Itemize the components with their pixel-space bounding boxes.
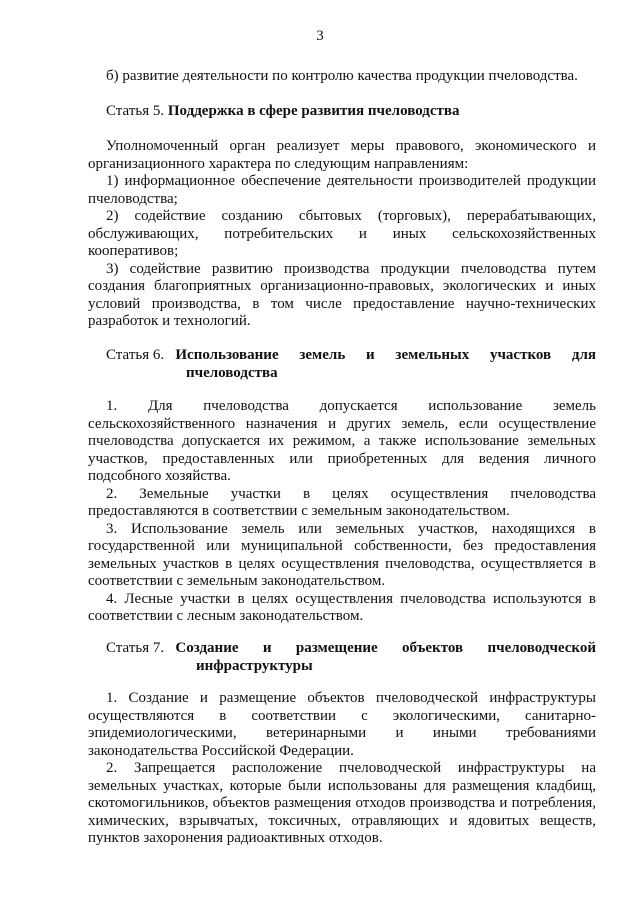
article-5-paragraph: 3) содействие развитию производства продукции пчеловодства путем создания благоприятных организационно-правовых, экологических и иных условий производства, в том числе предоставление научно-технических разработок и технологий. — [88, 260, 596, 329]
page-number: 3 — [316, 28, 324, 44]
article-6-heading — [106, 347, 596, 382]
article-7-heading — [106, 640, 596, 675]
article-7-paragraph: 2. Запрещается расположение пчеловодческой инфраструктуры на земельных участках, которые были использованы для размещения кладбищ, скотомогильников, объектов размещения отходов производства и потребления, химических, взрывчатых, токсичных, отравляющих и ядовитых веществ, пунктов захоронения радиоактивных отходов. — [88, 760, 596, 846]
intro-item-text: б) развитие деятельности по контролю качества продукции пчеловодства. — [106, 68, 578, 84]
article-5-paragraph: 2) содействие созданию сбытовых (торговых), перерабатывающих, обслуживающих, потребительских и иных сельскохозяйственных кооперативов; — [88, 208, 596, 259]
article-6-title-continued: пчеловодства — [186, 364, 278, 381]
article-7-title-continued: инфраструктуры — [196, 657, 313, 674]
article-6-paragraph: 3. Использование земель или земельных участков, находящихся в государственной или муниципальной собственности, без предоставления земельных участков в целях осуществления пчеловодства, осуществляется в соответствии с земельным законодательством. — [88, 520, 596, 589]
article-6-paragraph: 4. Лесные участки в целях осуществления пчеловодства используются в соответствии с лесным законодательством. — [88, 590, 596, 624]
article-6-label: Статья 6. — [106, 347, 165, 363]
article-5-heading — [106, 103, 596, 121]
article-5-body — [88, 138, 596, 331]
article-7-paragraph: 1. Создание и размещение объектов пчеловодческой инфраструктуры осуществляются в соответствии с экологическими, санитарно-эпидемиологическими, ветеринарными и иными требованиями законодательства Российской Федерации. — [88, 690, 596, 759]
article-7-label: Статья 7. — [106, 640, 165, 656]
article-6-paragraph: 2. Земельные участки в целях осуществления пчеловодства предоставляются в соответствии с земельным законодательством. — [88, 485, 596, 519]
article-5-paragraph: 1) информационное обеспечение деятельности производителей продукции пчеловодства; — [88, 173, 596, 207]
article-7-title: Создание и размещение объектов пчеловодческой — [175, 640, 596, 656]
article-5-title: Поддержка в сфере развития пчеловодства — [167, 103, 460, 119]
article-7-body — [88, 690, 596, 848]
article-6-title: Использование земель и земельных участков для — [175, 347, 596, 363]
article-6-body — [88, 398, 596, 626]
article-6-paragraph: 1. Для пчеловодства допускается использование земель сельскохозяйственного назначения и других земель, если осуществление пчеловодства допускается их режимом, а также использование земельных участков, предоставленных или приобретенных для ведения личного подсобного хозяйства. — [88, 398, 596, 484]
article-5-paragraph: Уполномоченный орган реализует меры правового, экономического и организационного характера по следующим направлениям: — [88, 138, 596, 172]
intro-item — [88, 68, 596, 86]
article-5-label: Статья 5. — [106, 103, 165, 119]
